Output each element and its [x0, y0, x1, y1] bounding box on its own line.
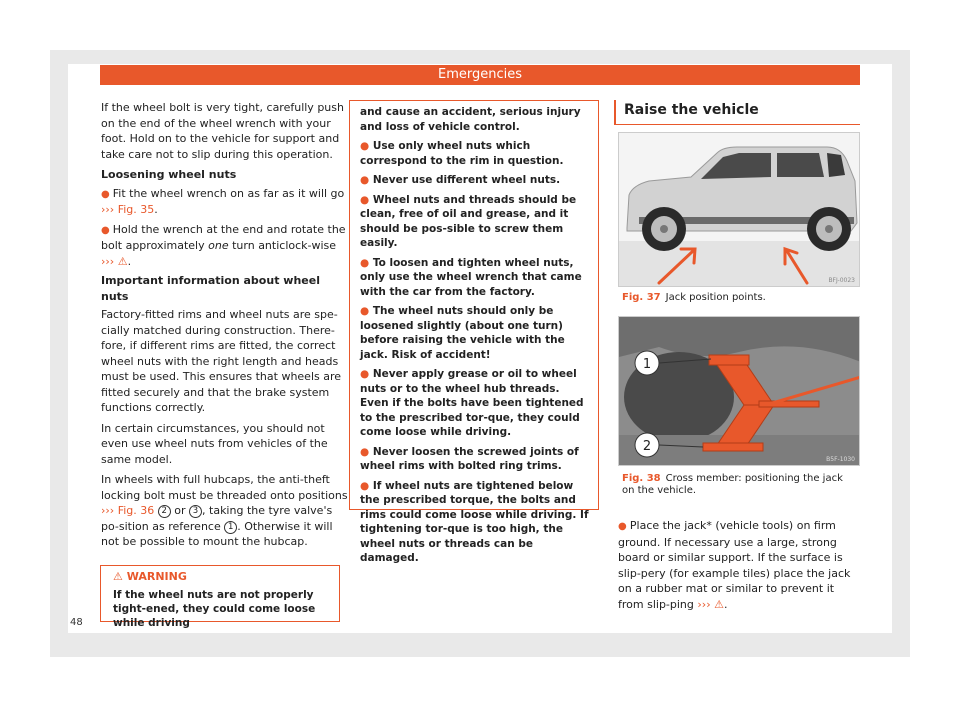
warning-item: [360, 479, 590, 566]
figure-38-caption: [622, 473, 858, 497]
warning-item: [360, 367, 590, 440]
raise-instruction: ● Place the jack* (vehicle tools) on firm ground. If necessary use a large, strong board or similar support. If the surface is slip-pery (for example tiles) place the jack on a rubber mat or similar to prevent it from slip-ping ››› ⚠.: [618, 519, 851, 611]
fig35-link[interactable]: ››› Fig. 35: [101, 203, 155, 216]
warning-item-text: To loosen and tighten wheel nuts, only use the wheel wrench that came with the car from the factory.: [360, 256, 582, 298]
warning-continuation: [349, 100, 599, 564]
bullet-dot: ●: [360, 479, 373, 492]
callout-2: 2: [158, 505, 171, 518]
bullet-dot: ●: [360, 174, 373, 186]
bullet-dot: ●: [360, 445, 373, 458]
bullet-dot: ●: [360, 193, 373, 206]
figure-label: Fig. 38: [622, 473, 661, 484]
bullet-text: turn anticlock-wise: [232, 239, 337, 252]
bullet-dot: ●: [360, 305, 373, 317]
paragraph-hubcaps: [101, 472, 351, 550]
caption-text: Cross member: positioning the jack on the vehicle.: [622, 473, 843, 496]
bullet-dot: ●: [101, 188, 110, 200]
warning-link[interactable]: ›››: [101, 254, 115, 268]
figure-37-caption: [622, 292, 858, 304]
bullet-rotate-wrench: ● Hold the wrench at the end and rotate the bolt approximately one turn anticlock-wise ››› ⚠.: [101, 222, 346, 268]
callout-1: 1: [224, 521, 237, 534]
bullet-dot: ●: [360, 140, 373, 152]
paragraph-same-model: In certain circumstances, you should not even use wheel nuts from vehicles of the same model.: [101, 421, 328, 466]
warning-cont-intro: and cause an accident, serious injury and loss of vehicle control.: [360, 106, 581, 133]
bullet-end: .: [154, 203, 158, 216]
figure-37: [618, 132, 860, 287]
warning-box: [100, 565, 340, 629]
warning-item-text: Wheel nuts and threads should be clean, free of oil and grease, and it should be pos-sible to screw them easily.: [360, 193, 577, 249]
callout-3: 3: [189, 505, 202, 518]
section-title: Raise the vehicle: [614, 100, 860, 125]
hubcap-text: In wheels with full hubcaps, the anti-theft locking bolt must be threaded onto positions: [101, 473, 348, 502]
figure-38: [618, 316, 860, 466]
warning-item-text: Use only wheel nuts which correspond to the rim in question.: [360, 140, 564, 167]
warning-triangle-icon: ⚠: [714, 597, 724, 611]
warning-item: [360, 173, 590, 188]
column-left: [101, 100, 351, 555]
warning-item-text: Never loosen the screwed joints of wheel rims with bolted ring trims.: [360, 445, 579, 472]
page-number: 48: [70, 617, 83, 628]
raise-text: Place the jack* (vehicle tools) on firm ground. If necessary use a large, strong board or similar support. If the surface is slip-pery (for example tiles) place the jack on a rubber mat or similar to prevent it from slip-ping: [618, 519, 851, 611]
bullet-dot: ●: [101, 224, 110, 236]
warning-item: [360, 139, 590, 168]
warning-triangle-icon: ⚠: [117, 254, 128, 268]
bullet-dot: ●: [360, 256, 373, 269]
hubcap-mid: , taking the tyre valve's po-sition as reference: [101, 504, 333, 533]
warning-item: [360, 256, 590, 300]
warning-item: [360, 304, 590, 362]
figure-code: BFJ-0023: [828, 277, 855, 284]
hubcap-or: or: [174, 504, 186, 517]
warning-item-text: Never use different wheel nuts.: [372, 174, 561, 186]
caption-text: Jack position points.: [665, 292, 766, 303]
warning-title: [101, 566, 339, 586]
emphasis-one: one: [208, 239, 229, 252]
chapter-header: Emergencies: [100, 65, 860, 85]
hubcap-post: . Otherwise it will not be possible to mount the hubcap.: [101, 519, 333, 548]
warning-item-text: Never apply grease or oil to wheel nuts or to the wheel hub threads. Even if the bolts have been tightened to the prescribed tor-que, they could come loose while driving.: [360, 368, 584, 438]
warning-item: [360, 193, 590, 251]
figure-label: Fig. 37: [622, 292, 661, 303]
callout-1: 1: [642, 357, 652, 372]
intro-paragraph: If the wheel bolt is very tight, carefully push on the end of the wheel wrench with your foot. Hold on to the vehicle for support and take care not to slip during this operation.: [101, 101, 344, 161]
warning-link[interactable]: ›››: [697, 597, 711, 611]
callout-2: 2: [642, 439, 652, 454]
paragraph-rims: Factory-fitted rims and wheel nuts are spe-cially matched during construction. There-fore, if different rims are fitted, the correct wheel nuts with the right length and heads must be used. This ensures that wheels are fitted securely and that the brake system functions correctly.: [101, 308, 342, 414]
scissor-jack-illustration: [619, 317, 860, 466]
warning-triangle-icon: ⚠: [113, 570, 123, 583]
warning-item-text: If wheel nuts are tightened below the prescribed torque, the bolts and rims could come loose while driving. If tightening tor-que is too high, the wheel nuts or threads can be damaged.: [360, 479, 589, 564]
fig36-link[interactable]: ››› Fig. 36: [101, 504, 155, 517]
car-jack-points-illustration: [619, 133, 860, 287]
bullet-dot: ●: [360, 368, 373, 380]
warning-item-text: The wheel nuts should only be loosened slightly (about one turn) before raising the vehicle with the jack. Risk of accident!: [360, 305, 565, 361]
warning-title-text: WARNING: [126, 570, 187, 583]
warning-item: [360, 445, 590, 474]
bullet-text: Fit the wheel wrench on as far as it will go: [112, 186, 345, 200]
loosening-heading: Loosening wheel nuts: [101, 168, 237, 181]
warning-text: If the wheel nuts are not properly tight-ened, they could come loose while driving: [113, 589, 316, 629]
important-heading: Important information about wheel nuts: [101, 274, 320, 303]
bullet-dot: ●: [618, 521, 630, 532]
bullet-fit-wrench: [101, 186, 351, 218]
bullet-text: Hold the wrench at the end and rotate the bolt approximately: [101, 222, 346, 252]
figure-code: B5F-1030: [826, 456, 855, 463]
